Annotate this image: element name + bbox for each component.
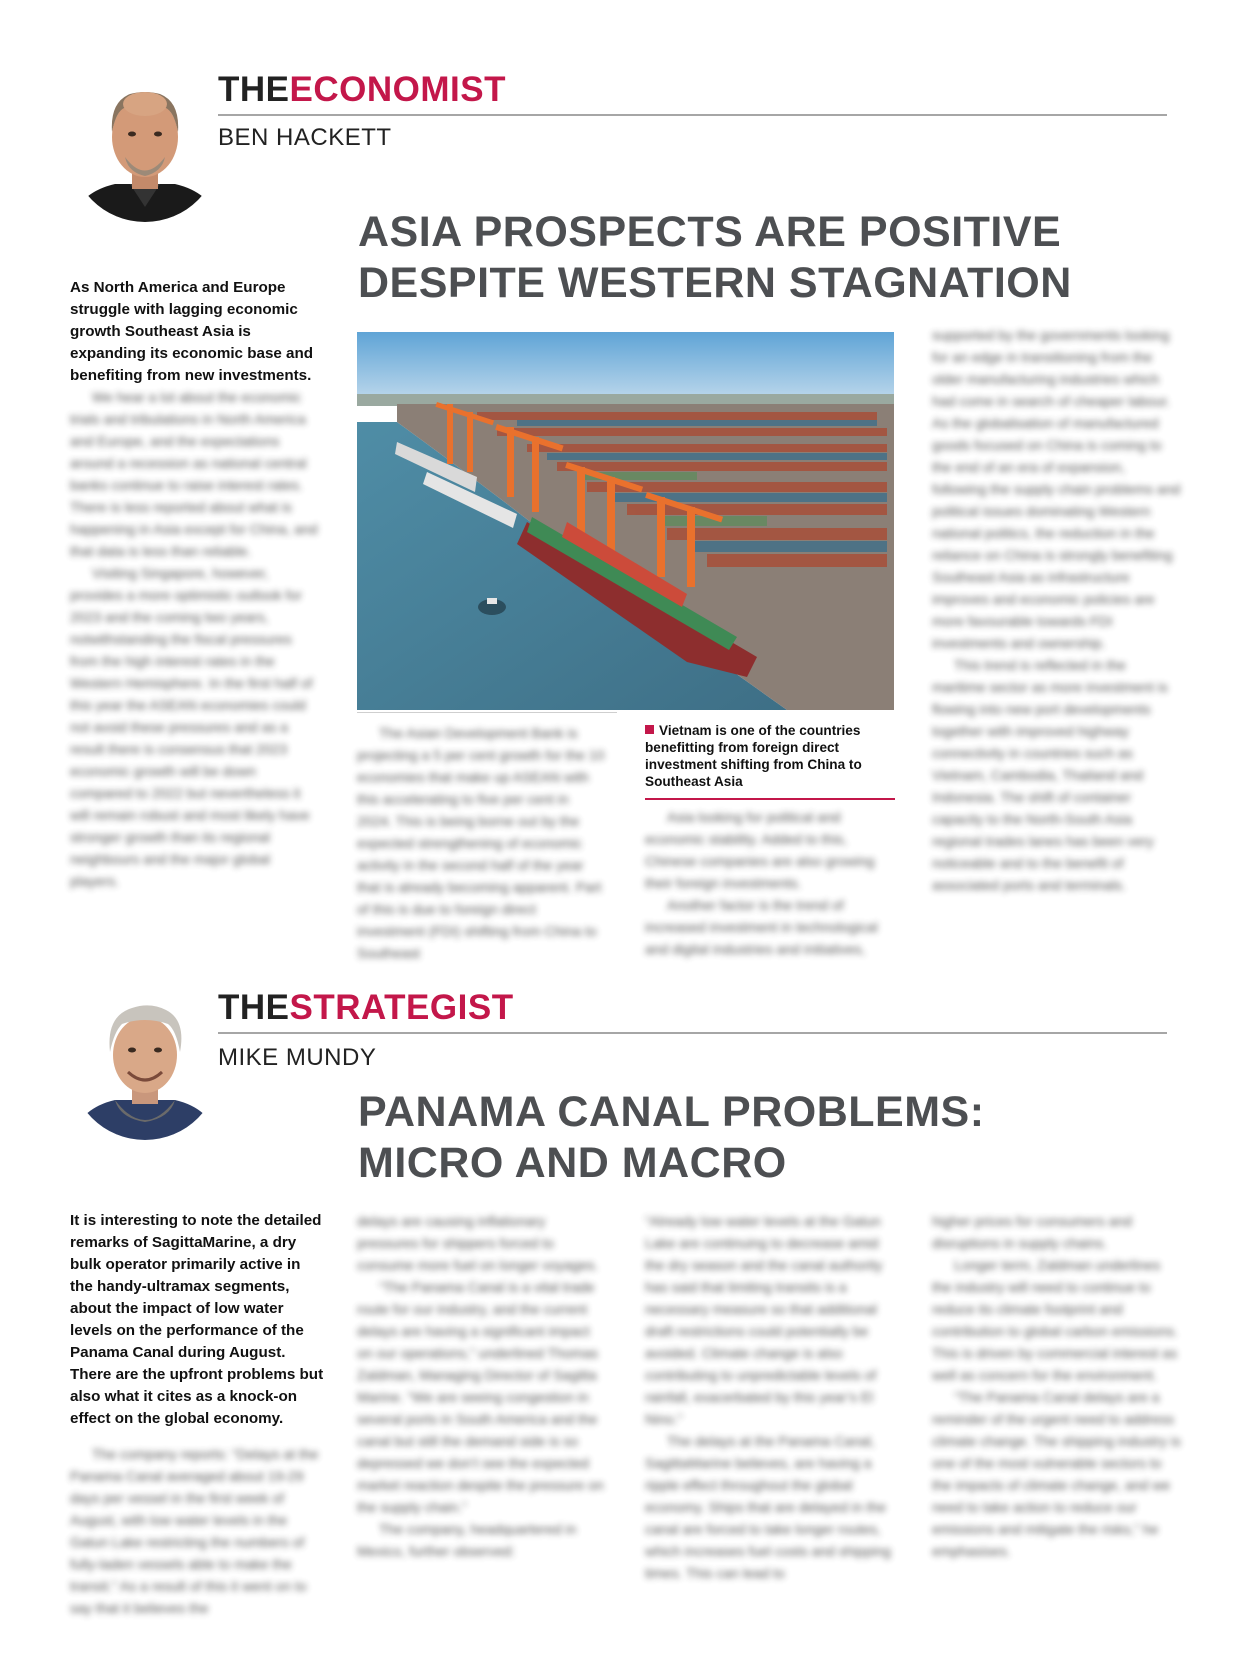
- paragraph: Longer term, Zaldman underlines the industry will need to continue to reduce its climate footprint and contribution to global carbon emissions. This is driven by commercial interest as well as concern for the environment.: [932, 1257, 1178, 1383]
- paragraph: The delays at the Panama Canal, SagittaMarine believes, are having a ripple effect throughout the global economy. Ships that are delayed in the canal are forced to take longer routes, which increases fuel costs and shipping times. This can lead to: [645, 1433, 891, 1581]
- column-title-prefix: THE: [218, 70, 290, 109]
- caption-text: Vietnam is one of the countries benefitting from foreign direct investment shifting from China to Southeast Asia: [645, 723, 862, 789]
- portrait-photo: [70, 72, 220, 222]
- paragraph: higher prices for consumers and disruptions in supply chains.: [932, 1213, 1132, 1251]
- body-column-3: [645, 806, 895, 982]
- author-name: BEN HACKETT: [218, 124, 392, 151]
- strategist-section: [0, 990, 1241, 1663]
- container-port-image: [357, 332, 894, 710]
- body-column-1: [70, 386, 320, 972]
- headline-line-1: ASIA PROSPECTS ARE POSITIVE: [358, 208, 1062, 256]
- paragraph: “The Panama Canal is a vital trade route for our industry, and the current delays are having a significant impact on our operations,” underlined Thomas Zaldman, Managing Director of Sagitta Marine. “We are seeing congestion in several ports in South America and the canal but still the demand side is so depressed we don’t see the expected market reaction despite the pressure on the supply chain.”: [357, 1279, 604, 1515]
- author-portrait-ben-hackett: [70, 72, 220, 222]
- body-column-4: [932, 324, 1182, 982]
- paragraph: The company reports: “Delays at the Panama Canal averaged about 19-29 days per vessel in the first week of August, with low water levels in the Gatun Lake restricting the numbers of fully-laden vessels able to make the transit.” As a result of this it went on to say that it believes the: [70, 1446, 319, 1616]
- paragraph: This trend is reflected in the maritime sector as more investment is flowing into new port developments together with improved highway connectivity in countries such as Vietnam, Cambodia, Thailand and Indonesia. The shift of container capacity to the North-South Asia regional trades lanes has been very noticeable and to the benefit of associated ports and terminals.: [932, 657, 1168, 893]
- author-portrait-mike-mundy: [70, 990, 220, 1140]
- paragraph: Another factor is the trend of increased investment in technological and digital industries and initiatives,: [645, 897, 878, 957]
- column-title-name: ECONOMIST: [289, 70, 506, 109]
- column-title: [218, 72, 506, 107]
- paragraph: Visiting Singapore, however, provides a more optimistic outlook for 2023 and the coming two years, notwithstanding the fiscal pressures from the high interest rates in the Western Hemisphere. In the first half of this year the ASEAN economies could not avoid these pressures and as a result there is consensus that 2023 economic growth will be down compared to 2022 but nevertheless it will remain robust and most likely have stronger growth than its regional neighbours and the major global players.: [70, 565, 313, 889]
- portrait-photo: [70, 990, 220, 1140]
- body-column-2: [357, 722, 607, 982]
- standfirst: It is interesting to note the detailed remarks of SagittaMarine, a dry bulk operator primarily active in the handy-ultramax segments, about the impact of low water levels on the performance of the Panama Canal during August. There are the upfront problems but also what it cites as a knock-on effect on the global economy.: [70, 1212, 324, 1427]
- column-title-name: STRATEGIST: [289, 988, 514, 1027]
- standfirst: As North America and Europe struggle with lagging economic growth Southeast Asia is expanding its economic base and benefiting from new investments.: [70, 279, 314, 384]
- photo-caption: [645, 722, 895, 800]
- caption-marker-icon: [645, 725, 654, 734]
- paragraph: supported by the governments looking for an edge in transitioning from the older manufacturing industries which had come in search of cheaper labour. As the globalisation of manufactured goods focused on China is coming to the end of an era of expansion, following the supply chain problems and political issues dominating Western national politics, the reduction in the reliance on China is strongly benefiting Southeast Asia as infrastructure improves and economic policies are more favourable towards FDI investments and ownership.: [932, 327, 1181, 651]
- title-rule: [218, 114, 1167, 116]
- body-column-1: [70, 1443, 320, 1641]
- paragraph: We hear a lot about the economic trials and tribulations in North America and Europe, and the expectations around a recession as national central banks continue to raise interest rates. There is less reported about what is happening in Asia except for China, and that data is less than reliable.: [70, 389, 318, 559]
- paragraph: The Asian Development Bank is projecting a 5 per cent growth for the 10 economies that make up ASEAN with this accelerating to five per cent in 2024. This is being borne out by the expected strengthening of economic activity in the second half of the year that is already becoming apparent. Part of this is due to foreign direct investment (FDI) shifting from China to Southeast: [357, 725, 605, 961]
- paragraph: delays are causing inflationary pressures for shippers forced to consume more fuel on longer voyages.: [357, 1213, 599, 1273]
- paragraph: “Already low water levels at the Gatun Lake are continuing to decrease amid the dry season and the canal authority has said that limiting transits is a necessary measure so that additional draft restrictions could potentially be avoided. Climate change is also contributing to unpredictable levels of rainfall, exacerbated by this year’s El Nino.”: [645, 1213, 883, 1427]
- column-title: [218, 990, 514, 1025]
- title-rule: [218, 1032, 1167, 1034]
- paragraph: Asia looking for political and economic stability. Added to this, Chinese companies are also growing their foreign investments.: [645, 809, 875, 891]
- headline-line-2: DESPITE WESTERN STAGNATION: [358, 259, 1072, 307]
- article-headline: [358, 1087, 1218, 1189]
- paragraph: “The Panama Canal delays are a reminder of the urgent need to address climate change. The shipping industry is one of the most vulnerable sectors to the impacts of climate change, and we need to take action to reduce our emissions and mitigate the risks,” he emphasises.: [932, 1389, 1181, 1559]
- photo-divider: [357, 712, 617, 713]
- headline-line-1: PANAMA CANAL PROBLEMS:: [358, 1088, 985, 1136]
- paragraph: The company, headquartered in Mexico, further observed:: [357, 1521, 577, 1559]
- port-photo: [357, 332, 894, 710]
- body-column-2: [357, 1210, 607, 1640]
- body-column-4: [932, 1210, 1182, 1640]
- body-column-3: [645, 1210, 895, 1640]
- article-headline: [358, 207, 1218, 309]
- column-title-prefix: THE: [218, 988, 290, 1027]
- headline-line-2: MICRO AND MACRO: [358, 1139, 787, 1187]
- author-name: MIKE MUNDY: [218, 1044, 377, 1071]
